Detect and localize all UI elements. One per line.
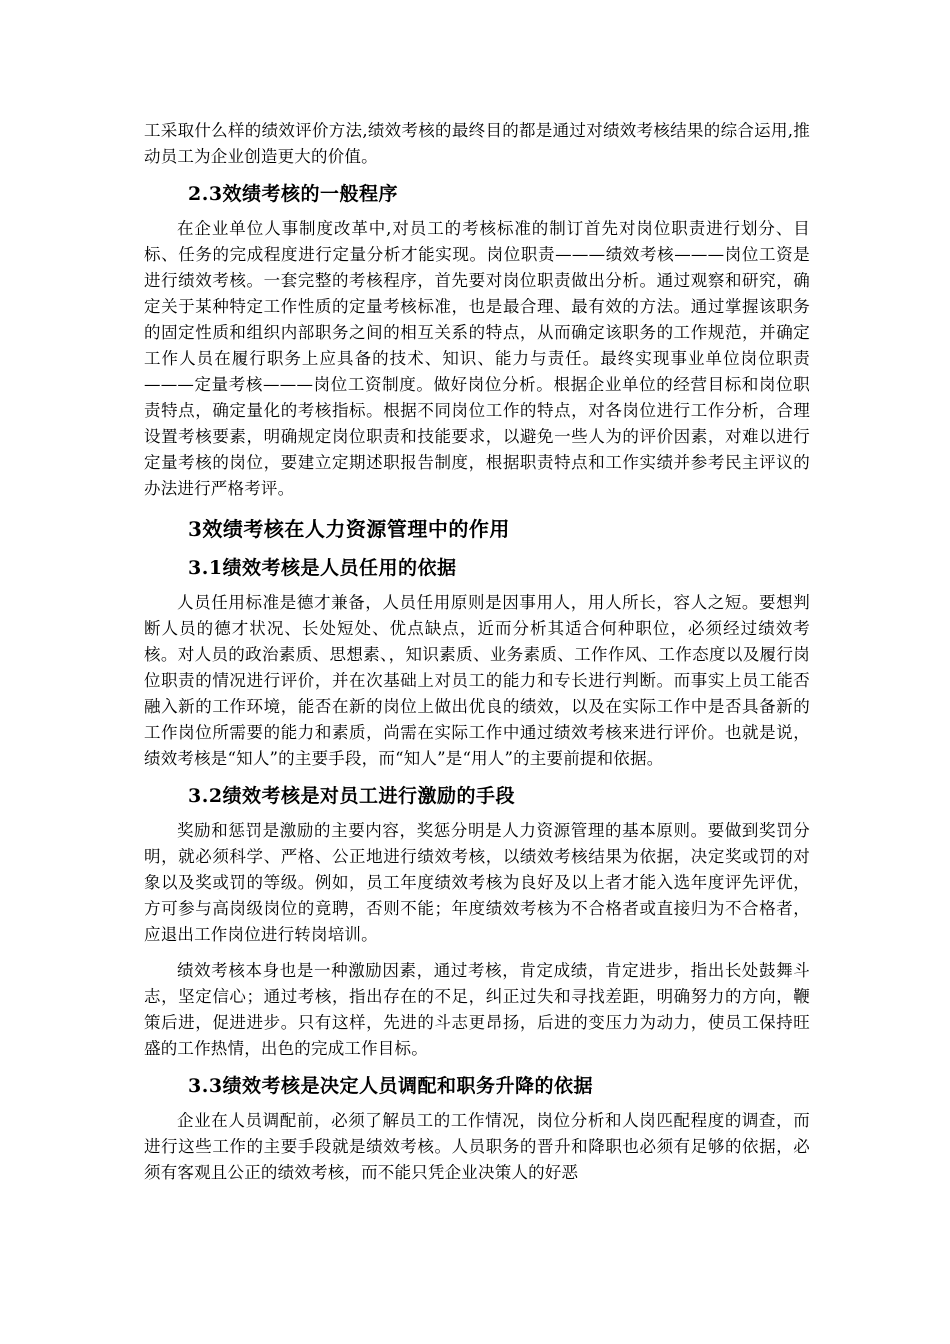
heading-3-2: 3.2绩效考核是对员工进行激励的手段 bbox=[188, 785, 516, 807]
paragraph-incentive-1: 奖励和惩罚是激励的主要内容，奖惩分明是人力资源管理的基本原则。要做到奖罚分明，就必须科学、严格、公正地进行绩效考核，以绩效考核结果为依据，决定奖或罚的对象以及奖或罚的等级。例如，员工年度绩效考核为良好及以上者才能入选年度评先评优，方可参与高岗级岗位的竟聘，否则不能；年度绩效考核为不合格者或直接归为不合格者，应退出工作岗位进行转岗培训。 bbox=[144, 821, 810, 944]
heading-3-1: 3.1绩效考核是人员任用的依据 bbox=[188, 557, 457, 579]
paragraph-incentive-2: 绩效考核本身也是一种激励因素，通过考核，肯定成绩，肯定进步，指出长处鼓舞斗志，坚定信心；通过考核，指出存在的不足，纠正过失和寻找差距，明确努力的方向，鞭策后进，促进进步。只有这样，先进的斗志更昂扬，后进的变压力为动力，使员工保持旺盛的工作热情，出色的完成工作目标。 bbox=[144, 961, 810, 1058]
paragraph-procedure: 在企业单位人事制度改革中,对员工的考核标准的制订首先对岗位职责进行划分、目标、任务的完成程度进行定量分析才能实现。岗位职责———绩效考核———岗位工资是进行绩效考核。一套完整的考核程序，首先要对岗位职责做出分析。通过观察和研究，确定关于某种特定工作性质的定量考核标准，也是最合理、最有效的方法。通过掌握该职务的固定性质和组织内部职务之间的相互关系的特点，从而确定该职务的工作规范，并确定工作人员在履行职务上应具备的技术、知识、能力与责任。最终实现事业单位岗位职责———定量考核———岗位工资制度。做好岗位分析。根据企业单位的经营目标和岗位职责特点，确定量化的考核指标。根据不同岗位工作的特点，对各岗位进行工作分析，合理设置考核要素，明确规定岗位职责和技能要求，以避免一些人为的评价因素，对难以进行定量考核的岗位，要建立定期述职报告制度，根据职责特点和工作实绩并参考民主评议的办法进行严格考评。 bbox=[144, 219, 810, 498]
paragraph-appointment: 人员任用标准是德才兼备，人员任用原则是因事用人，用人所长，容人之短。要想判断人员的德才状况、长处短处、优点缺点，近而分析其适合何种职位，必须经过绩效考核。对人员的政治素质、思想素、，知识素质、业务素质、工作作风、工作态度以及履行岗位职责的情况进行评价，并在次基础上对员工的能力和专长进行判断。而事实上员工能否融入新的工作环境，能否在新的岗位上做出优良的绩效，以及在实际工作中是否具备新的工作岗位所需要的能力和素质，尚需在实际工作中通过绩效考核来进行评价。也就是说，绩效考核是“知人”的主要手段，而“知人”是“用人”的主要前提和依据。 bbox=[144, 593, 810, 768]
document-page bbox=[144, 118, 810, 1186]
paragraph-intro: 工采取什么样的绩效评价方法,绩效考核的最终目的都是通过对绩效考核结果的综合运用,推动员工为企业创造更大的价值。 bbox=[144, 121, 810, 166]
paragraph-allocation: 企业在人员调配前，必须了解员工的工作情况，岗位分析和人岗匹配程度的调查，而进行这些工作的主要手段就是绩效考核。人员职务的晋升和降职也必须有足够的依据，必须有客观且公正的绩效考核，而不能只凭企业决策人的好恶 bbox=[144, 1111, 810, 1182]
heading-2-3: 2.3效绩考核的一般程序 bbox=[188, 183, 399, 205]
heading-3: 3效绩考核在人力资源管理中的作用 bbox=[188, 517, 510, 541]
heading-3-3: 3.3绩效考核是决定人员调配和职务升降的依据 bbox=[188, 1075, 594, 1097]
